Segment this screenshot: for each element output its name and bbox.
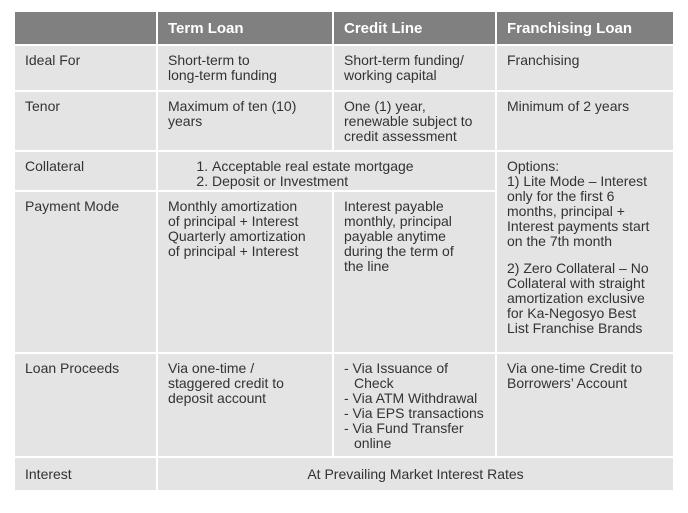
collateral-requirements [158, 152, 495, 190]
payment-mode-credit-line [334, 192, 495, 352]
franchising-options-heading: Options: [507, 158, 560, 174]
collateral-label: Collateral [25, 158, 85, 174]
row-label-interest [15, 458, 156, 490]
ideal-for-term-loan [158, 46, 332, 90]
tenor-franchising-text: Minimum of 2 years [507, 98, 630, 114]
collateral-list [168, 159, 491, 189]
row-collateral [15, 152, 673, 190]
loan-comparison-page [15, 12, 671, 494]
row-interest [15, 458, 673, 490]
tenor-credit-line [334, 92, 495, 150]
ideal-for-credit-line-text: Short-term funding/ working capital [344, 52, 464, 83]
header-credit-line: Credit Line [334, 12, 495, 44]
interest-label: Interest [25, 465, 72, 482]
franchising-option-lite-mode: 1) Lite Mode – Interest only for the first 6 months, principal + Interest payments start on the 7th month [507, 173, 650, 249]
header-empty-cell [15, 12, 156, 44]
collateral-item: 2. Deposit or Investment [212, 174, 491, 189]
row-ideal-for [15, 46, 673, 90]
loan-proceeds-item: - Via ATM Withdrawal [344, 390, 478, 406]
interest-value: At Prevailing Market Interest Rates [307, 465, 524, 482]
payment-mode-label: Payment Mode [25, 198, 120, 214]
row-label-ideal-for [15, 46, 156, 90]
loan-proceeds-item: - Via EPS transactions [344, 405, 484, 421]
loan-proceeds-term-loan-text: Via one-time / staggered credit to deposit account [168, 360, 284, 406]
payment-mode-credit-line-text: Interest payable monthly, principal payable anytime during the term of the line [344, 198, 454, 274]
loan-proceeds-item: - Via Fund Transfer online [344, 420, 464, 451]
ideal-for-term-loan-text: Short-term to long-term funding [168, 52, 277, 83]
franchising-options-cell [497, 152, 673, 352]
ideal-for-franchising-text: Franchising [507, 52, 580, 68]
loan-proceeds-credit-line-list [344, 361, 491, 451]
tenor-term-loan [158, 92, 332, 150]
tenor-franchising [497, 92, 673, 150]
ideal-for-label: Ideal For [25, 52, 81, 68]
payment-mode-monthly-text: Monthly amortization of principal + Interest [168, 198, 299, 229]
ideal-for-franchising [497, 46, 673, 90]
franchising-option-zero-collateral: 2) Zero Collateral – No Collateral with straight amortization exclusive for Ka-Negosyo Best List Franchise Brands [507, 260, 649, 336]
loan-proceeds-franchising [497, 354, 673, 456]
loan-proceeds-item: - Via Issuance of Check [344, 360, 449, 391]
header-term-loan: Term Loan [158, 12, 332, 44]
row-label-collateral [15, 152, 156, 190]
row-label-tenor [15, 92, 156, 150]
interest-value-cell [158, 458, 673, 490]
payment-mode-quarterly-text: Quarterly amortization of principal + Interest [168, 228, 306, 259]
tenor-credit-line-text: One (1) year, renewable subject to credit assessment [344, 98, 473, 144]
loan-comparison-table [13, 10, 675, 492]
row-label-payment-mode [15, 192, 156, 352]
loan-proceeds-term-loan [158, 354, 332, 456]
loan-proceeds-credit-line [334, 354, 495, 456]
loan-proceeds-franchising-text: Via one-time Credit to Borrowers’ Account [507, 360, 643, 391]
row-label-loan-proceeds [15, 354, 156, 456]
header-row [15, 12, 673, 44]
loan-proceeds-label: Loan Proceeds [25, 360, 120, 376]
payment-mode-term-loan [158, 192, 332, 352]
tenor-term-loan-text: Maximum of ten (10) years [168, 98, 297, 129]
row-tenor [15, 92, 673, 150]
row-loan-proceeds [15, 354, 673, 456]
tenor-label: Tenor [25, 98, 61, 114]
header-franchising-loan: Franchising Loan [497, 12, 673, 44]
ideal-for-credit-line [334, 46, 495, 90]
collateral-item: 1. Acceptable real estate mortgage [212, 159, 491, 174]
